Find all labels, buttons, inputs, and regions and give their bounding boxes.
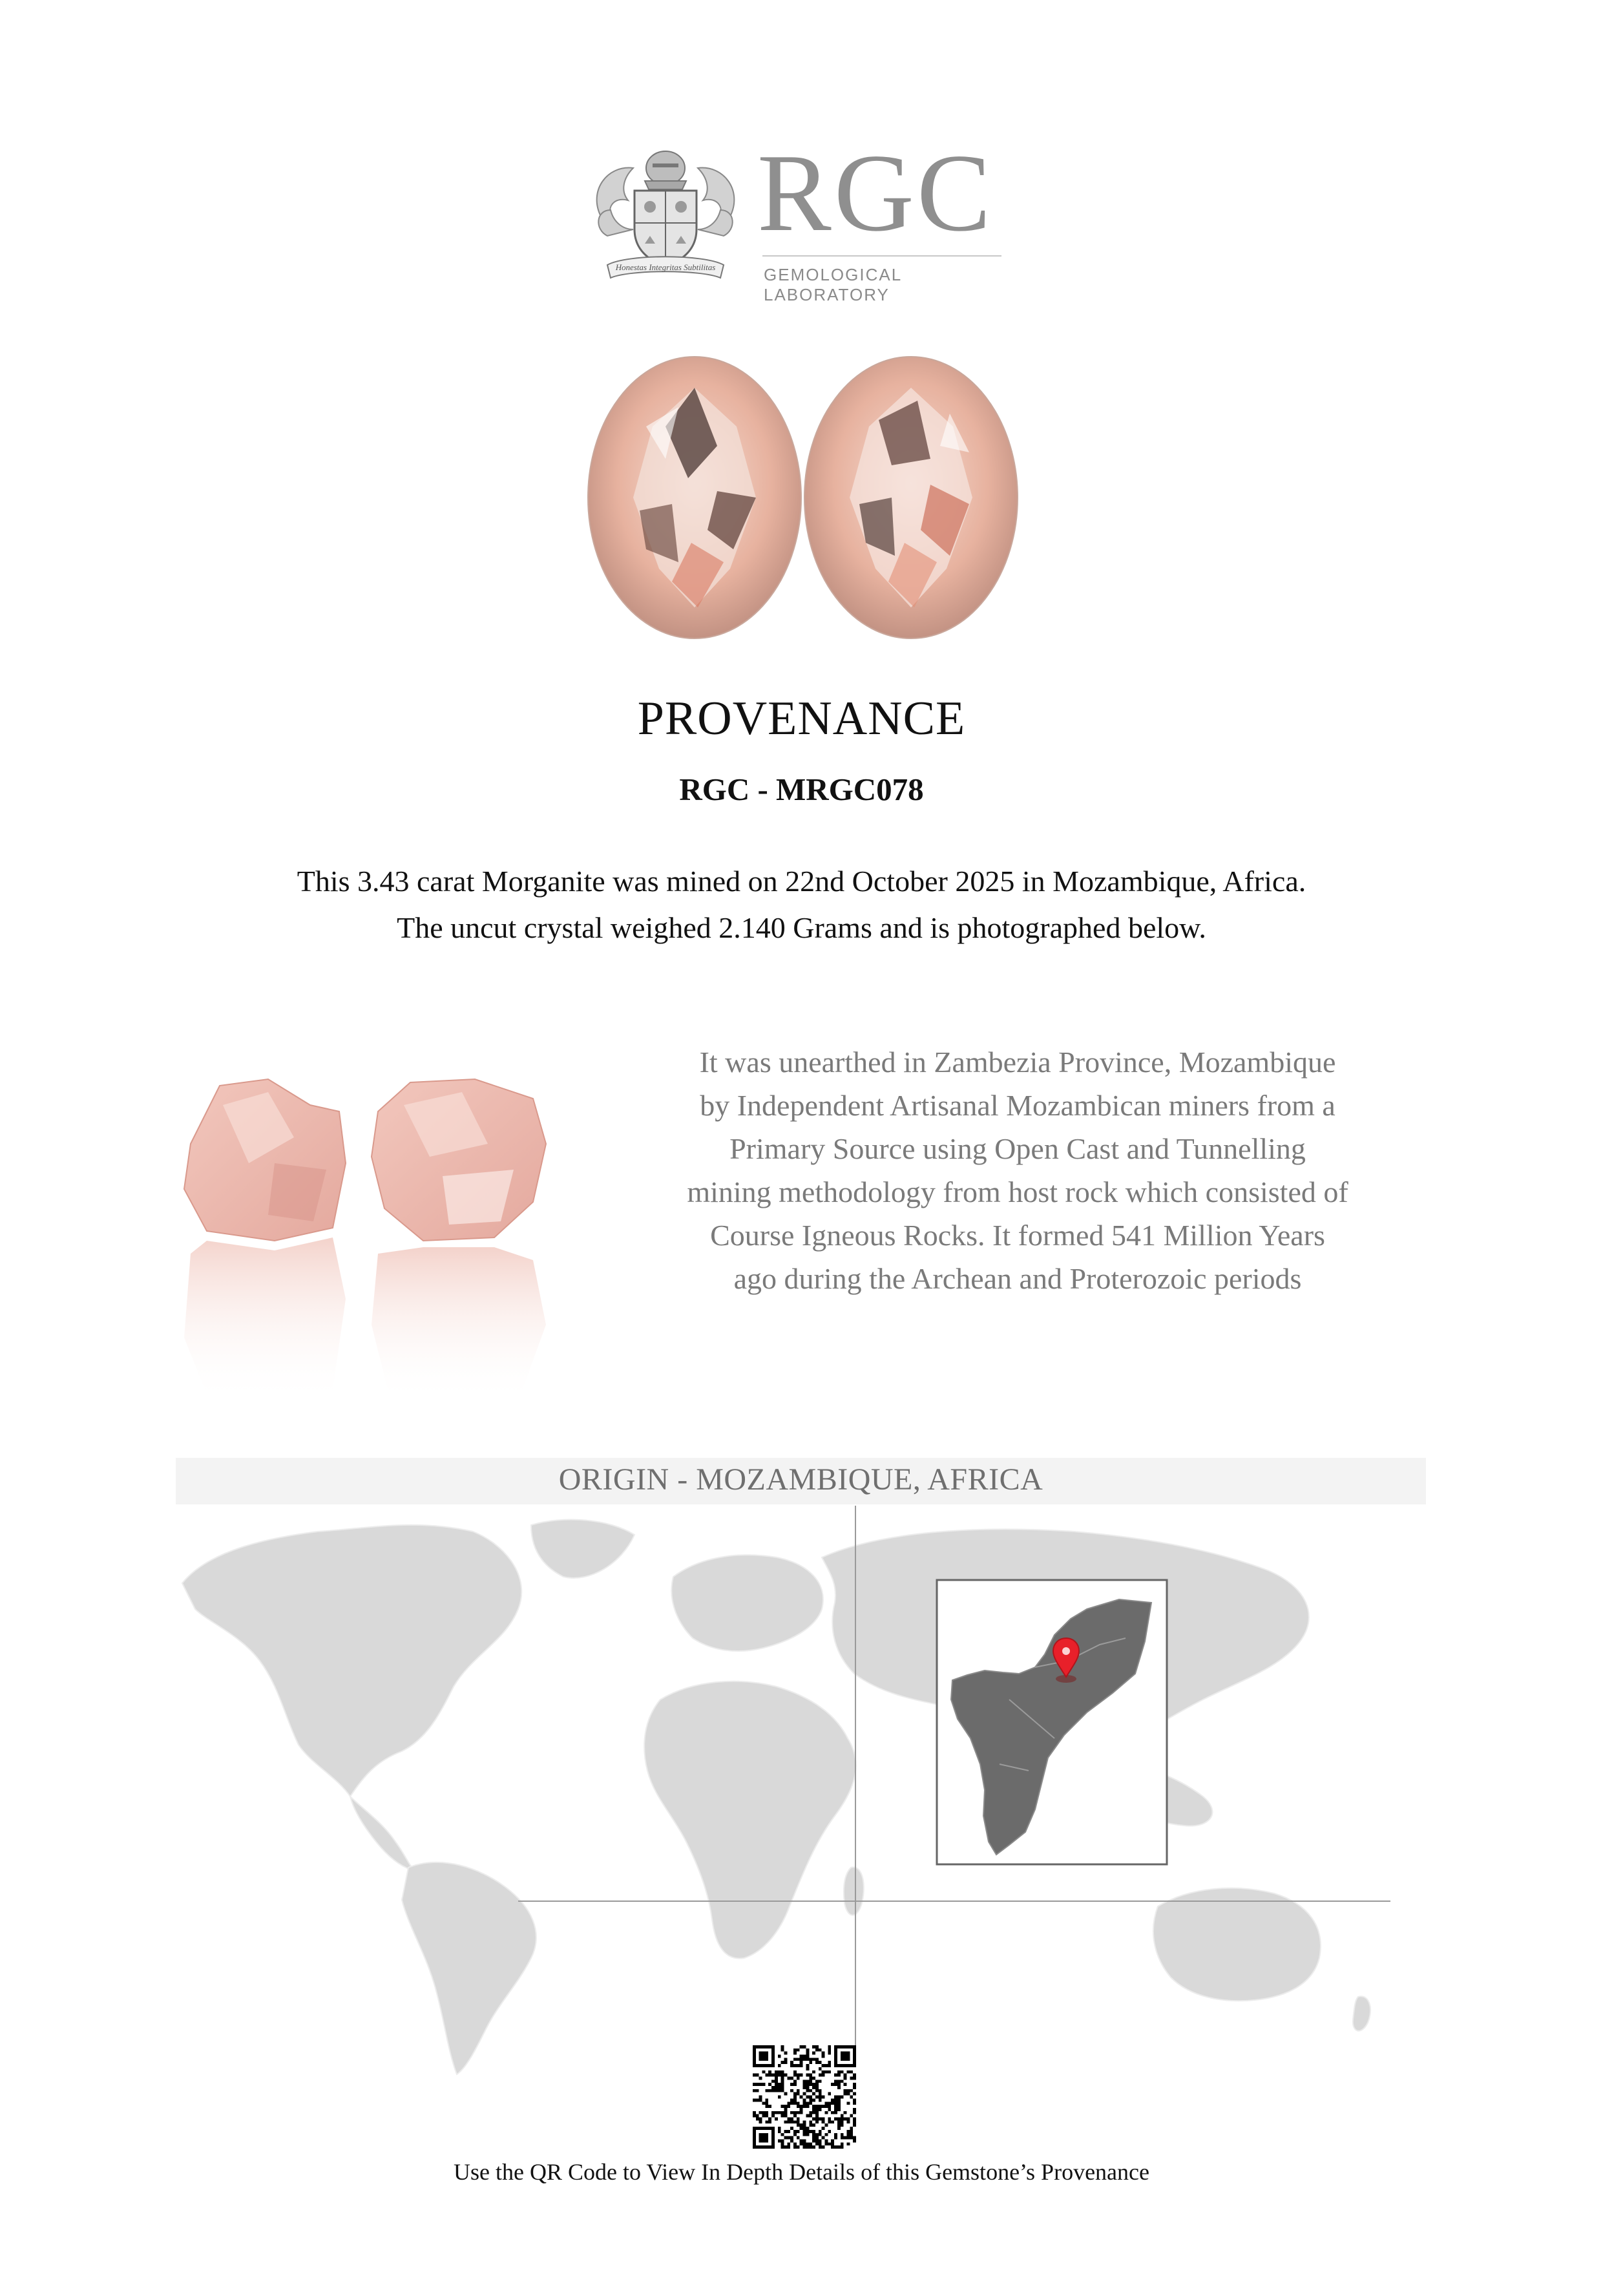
qr-code[interactable] xyxy=(753,2045,856,2149)
europe xyxy=(671,1555,823,1651)
gem-right xyxy=(804,357,1018,638)
mozambique-inset xyxy=(937,1580,1167,1864)
qr-caption: Use the QR Code to View In Depth Details of this Gemstone’s Provenance xyxy=(454,2159,1149,2185)
story-line-4: mining methodology from host rock which consisted of xyxy=(687,1175,1348,1208)
greenland xyxy=(531,1520,634,1578)
provenance-story xyxy=(640,1040,1396,1300)
story-line-3: Primary Source using Open Cast and Tunnelling xyxy=(729,1132,1306,1165)
new-zealand xyxy=(1353,1996,1370,2031)
cut-gemstones-image xyxy=(569,349,1034,646)
origin-label: ORIGIN - MOZAMBIQUE, AFRICA xyxy=(558,1462,1043,1497)
page-title: PROVENANCE xyxy=(637,692,966,745)
rough-crystal-image xyxy=(171,1066,572,1415)
story-line-2: by Independent Artisanal Mozambican miners from a xyxy=(700,1089,1336,1122)
intro-line-2: The uncut crystal weighed 2.140 Grams and is photographed below. xyxy=(397,911,1206,944)
africa xyxy=(644,1681,855,1959)
reference-number: RGC - MRGC078 xyxy=(679,772,924,807)
madagascar xyxy=(844,1867,864,1915)
south-america xyxy=(402,1862,536,2074)
rough-crystal-right xyxy=(372,1079,546,1241)
north-america xyxy=(182,1525,521,1796)
rough-crystal-left xyxy=(184,1079,346,1241)
intro-text xyxy=(0,858,1603,951)
gem-left xyxy=(588,357,801,638)
story-line-6: ago during the Archean and Proterozoic periods xyxy=(733,1262,1302,1295)
continents xyxy=(182,1520,1370,2074)
logo xyxy=(588,126,1008,304)
crest-motto: Honestas Integritas Subtilitas xyxy=(615,262,716,272)
brand-subtitle: GEMOLOGICAL LABORATORY xyxy=(764,265,902,304)
brand-name: RGC xyxy=(757,132,994,255)
australia xyxy=(1153,1888,1321,2001)
rough-crystal-reflection xyxy=(184,1238,546,1402)
crest-emblem xyxy=(588,139,743,284)
intro-line-1: This 3.43 carat Morganite was mined on 22nd October 2025 in Mozambique, Africa. xyxy=(297,865,1306,898)
central-america xyxy=(350,1796,415,1871)
world-map xyxy=(169,1506,1403,2081)
story-line-5: Course Igneous Rocks. It formed 541 Million Years xyxy=(710,1219,1325,1252)
story-line-1: It was unearthed in Zambezia Province, Mozambique xyxy=(699,1046,1336,1079)
brand-divider xyxy=(762,255,1001,257)
